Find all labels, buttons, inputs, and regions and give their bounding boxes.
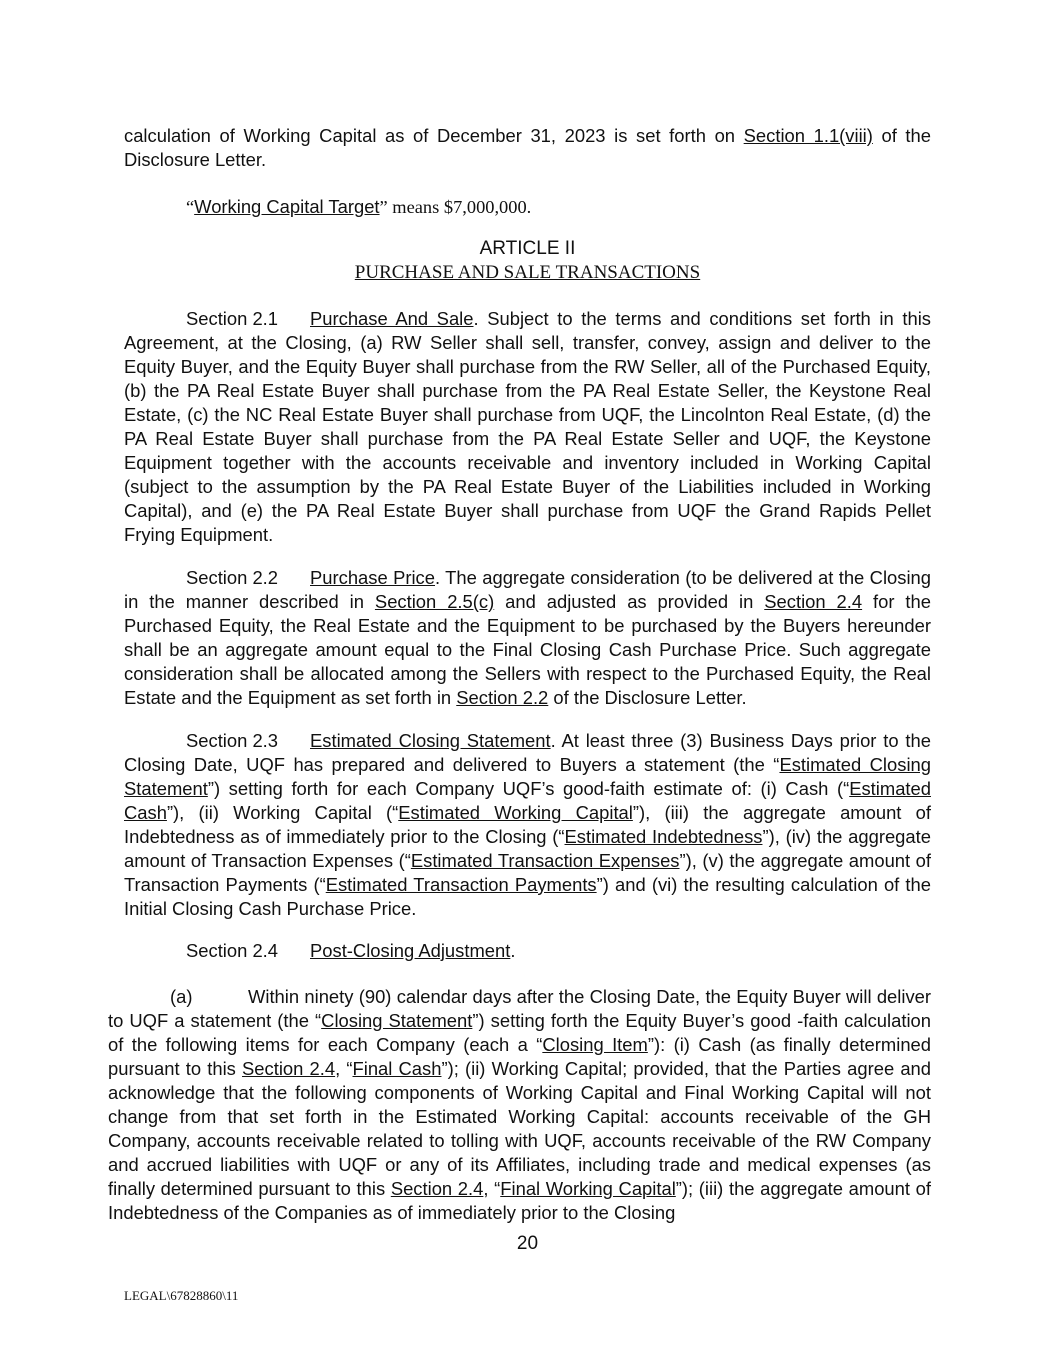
subsection-label: (a) <box>170 986 193 1007</box>
defined-term: Closing Item <box>542 1034 648 1055</box>
section-text: . Subject to the terms and conditions set forth in this Agreement, at the Closing, (a) RW Seller shall sell, transfer, convey, assign and deliver to the Equity Buyer, and the Equity Buyer shall purchase from the RW Seller, all of the Purchased Equity, (b) the PA Real Estate Buyer shall purchase from the PA Real Estate Seller, the Keystone Real Estate, (c) the NC Real Estate Buyer shall purchase from UQF, the Lincolnton Real Estate, (d) the PA Real Estate Buyer shall purchase from the PA Real Estate Seller and UQF, the Keystone Equipment together with the accounts receivable and inventory included in Working Capital (subject to the assumption by the PA Real Estate Buyer of the Liabilities included in Working Capital), and (e) the PA Real Estate Buyer shall purchase from UQF the Grand Rapids Pellet Frying Equipment. <box>124 308 931 545</box>
paragraph-continuation <box>124 124 931 172</box>
section-number: Section 2.2 <box>186 567 279 588</box>
text: Within ninety (90) calendar days after the Closing Date, the Equity Buyer will deliver to UQF a statement (the “ <box>108 986 931 1031</box>
defined-term: Estimated Closing Statement <box>124 754 931 799</box>
defined-term: Estimated Working Capital <box>398 802 633 823</box>
text: . The aggregate consideration (to be delivered at the Closing in the manner described in <box>124 567 932 612</box>
definition-text: ” means $7,000,000. <box>379 197 532 217</box>
defined-term: Estimated Cash <box>124 778 931 823</box>
section-2-3 <box>124 729 931 921</box>
article-heading: ARTICLE II <box>479 238 576 259</box>
section-number: Section 2.3 <box>186 730 279 751</box>
defined-term: Closing Statement <box>321 1010 473 1031</box>
section-reference: Section 2.4 <box>764 591 863 612</box>
defined-term: Final Cash <box>352 1058 442 1079</box>
section-title: Post-Closing Adjustment <box>310 940 511 961</box>
section-reference: Section 2.2 <box>456 687 549 708</box>
text: of the Disclosure Letter. <box>548 687 747 708</box>
text: ”) and (vi) the resulting calculation of the Initial Closing Cash Purchase Price. <box>124 874 932 919</box>
text: ”), (ii) Working Capital (“ <box>166 802 399 823</box>
text: ”): (i) Cash (as finally determined pursuant to this <box>108 1034 932 1079</box>
text: ”) setting forth for each Company UQF’s good-faith estimate of: (i) Cash (“ <box>207 778 850 799</box>
section-2-1 <box>124 307 931 547</box>
section-title: Purchase Price <box>310 567 435 588</box>
article-title: PURCHASE AND SALE TRANSACTIONS <box>354 262 701 283</box>
defined-term: Final Working Capital <box>500 1178 676 1199</box>
section-reference: Section 2.5(c) <box>374 591 495 612</box>
text: ”) setting forth the Equity Buyer’s good -faith calculation of the following items for each Company (each a “ <box>108 1010 931 1055</box>
section-2-2 <box>124 566 931 710</box>
text: calculation of Working Capital as of December 31, 2023 is set forth on <box>124 125 744 146</box>
text: ”); (ii) Working Capital; provided, that the Parties agree and acknowledge that the following components of Working Capital and Final Working Capital will not change from that set forth in the Estimated Working Capital: accounts receivable of the GH Company, accounts receivable related to tolling with UQF, accounts receivable of the RW Company and accrued liabilities with UQF or any of its Affiliates, including trade and medical expenses (as finally determined pursuant to this <box>108 1058 932 1199</box>
section-2-4-a <box>108 985 931 1225</box>
defined-term: Working Capital Target <box>194 196 380 217</box>
text: , “ <box>483 1178 501 1199</box>
defined-term: Estimated Transaction Payments <box>325 874 597 895</box>
text: ”), (iv) the aggregate amount of Transaction Expenses (“ <box>124 826 931 871</box>
page-number: 20 <box>516 1233 539 1254</box>
quote-mark: “ <box>186 197 195 217</box>
section-title: Purchase And Sale <box>310 308 474 329</box>
section-2-4-heading <box>124 939 931 963</box>
text: of the Disclosure Letter. <box>124 125 931 170</box>
text: ”), (v) the aggregate amount of Transaction Payments (“ <box>124 850 931 895</box>
text: for the Purchased Equity, the Real Estate and the Equipment to be purchased by the Buyers hereunder shall be an aggregate amount equal to the Final Closing Cash Purchase Price. Such aggregate consideration shall be allocated among the Sellers with respect to the Purchased Equity, the Real Estate and the Equipment as set forth in <box>124 591 931 708</box>
defined-term: Estimated Transaction Expenses <box>410 850 680 871</box>
section-number: Section 2.1 <box>186 308 279 329</box>
document-footer: LEGAL\67828860\11 <box>124 1288 239 1303</box>
text: , “ <box>335 1058 353 1079</box>
text: and adjusted as provided in <box>494 591 765 612</box>
section-reference: Section 1.1(viii) <box>743 125 873 146</box>
section-reference: Section 2.4 <box>390 1178 484 1199</box>
section-reference: Section 2.4 <box>242 1058 336 1079</box>
text: ”), (iii) the aggregate amount of Indebtedness as of immediately prior to the Closing (“ <box>124 802 931 847</box>
text: . At least three (3) Business Days prior to the Closing Date, UQF has prepared and delivered to Buyers a statement (the “ <box>124 730 931 775</box>
text: . <box>510 940 516 961</box>
definition-working-capital-target <box>124 195 931 219</box>
section-title: Estimated Closing Statement <box>310 730 551 751</box>
defined-term: Estimated Indebtedness <box>564 826 763 847</box>
text: ”); (iii) the aggregate amount of Indebtedness of the Companies as of immediately prior to the Closing <box>108 1178 931 1223</box>
section-number: Section 2.4 <box>186 940 279 961</box>
